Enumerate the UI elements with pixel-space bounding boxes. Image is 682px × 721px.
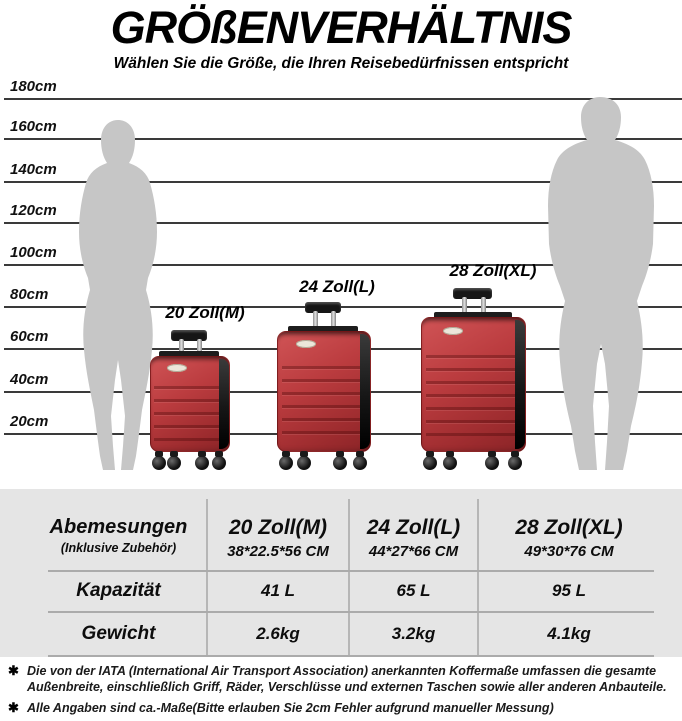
- weight-value-28: 4.1kg: [547, 624, 591, 643]
- shell-grooves: [154, 377, 223, 441]
- column-header-28-zoll: [478, 489, 660, 570]
- suitcase-24-zoll-label: 24 Zoll(L): [299, 277, 375, 296]
- footnote-measurement: [8, 700, 678, 716]
- capacity-value-20: 41 L: [260, 580, 296, 600]
- side-trim: [515, 320, 525, 449]
- ruler-label-120cm: 120cm: [10, 202, 57, 219]
- ruler-label-60cm: 60cm: [10, 328, 49, 345]
- asterisk-icon: ✱: [8, 663, 19, 678]
- row-divider: [48, 655, 654, 657]
- column-header-20-zoll: [207, 489, 349, 570]
- wheel-icon: [279, 456, 293, 470]
- wheel-icon: [485, 456, 499, 470]
- spec-table: [0, 489, 682, 657]
- dimensions-sublabel: (Inklusive Zubehör): [60, 541, 177, 555]
- brand-badge: [296, 340, 316, 348]
- shell-grooves: [426, 346, 517, 436]
- spinner-wheels: [421, 446, 524, 470]
- page-title: GRÖßENVERHÄLTNIS: [110, 2, 572, 53]
- suitcase-28-zoll-label: 28 Zoll(XL): [449, 261, 537, 280]
- weight-value-24: 3.2kg: [391, 624, 436, 643]
- ruler-label-140cm: 140cm: [10, 161, 57, 178]
- spinner-wheels: [150, 446, 228, 470]
- shell-grooves: [282, 357, 363, 438]
- ruler-label-20cm: 20cm: [10, 413, 49, 430]
- page-subtitle: Wählen Sie die Größe, die Ihren Reisebedürfnissen entspricht: [113, 55, 569, 72]
- weight-row-label: Gewicht: [81, 623, 156, 644]
- capacity-row-label: Kapazität: [76, 579, 161, 601]
- trolley-grip: [453, 288, 492, 299]
- wheel-icon: [152, 456, 166, 470]
- footnote-measurement-text: Alle Angaben sind ca.-Maße(Bitte erlauben Sie 2cm Fehler aufgrund manueller Messung): [27, 701, 554, 715]
- column-divider: [477, 499, 479, 655]
- column-header-24-zoll: [349, 489, 478, 570]
- male-silhouette: [528, 97, 672, 470]
- suitcase-20-zoll-label: 20 Zoll(M): [165, 303, 245, 322]
- column-divider: [348, 499, 350, 655]
- dims-20-value: 38*22.5*56 CM: [227, 543, 329, 560]
- size-24-label: 24 Zoll(L): [366, 516, 461, 539]
- side-trim: [219, 359, 229, 449]
- suitcase-shell: [150, 356, 230, 452]
- row-divider: [48, 611, 654, 613]
- spinner-wheels: [277, 446, 369, 470]
- footnote-iata-text: Die von der IATA (International Air Transport Association) anerkannten Koffermaße umfassen die gesamte Außenbreite, einschließlich Griff, Räder, Verschlüsse und externen Taschen sowie aller anderen Anbauteile.: [27, 664, 667, 694]
- weight-value-20: 2.6kg: [256, 624, 300, 643]
- footnotes: [8, 663, 678, 721]
- wheel-icon: [212, 456, 226, 470]
- suitcase-shell: [277, 331, 371, 452]
- ruler-label-160cm: 160cm: [10, 118, 57, 135]
- wheel-icon: [508, 456, 522, 470]
- side-trim: [360, 334, 370, 449]
- wheel-icon: [297, 456, 311, 470]
- wheel-icon: [195, 456, 209, 470]
- row-divider: [48, 570, 654, 572]
- capacity-value-28: 95 L: [551, 580, 587, 600]
- wheel-icon: [333, 456, 347, 470]
- footnote-iata: [8, 663, 678, 695]
- size-20-label: 20 Zoll(M): [229, 516, 327, 539]
- ruler-label-180cm: 180cm: [10, 78, 57, 95]
- wheel-icon: [423, 456, 437, 470]
- ruler-label-40cm: 40cm: [10, 371, 49, 388]
- size-28-label: 28 Zoll(XL): [515, 516, 623, 539]
- wheel-icon: [167, 456, 181, 470]
- asterisk-icon: ✱: [8, 700, 19, 715]
- dims-24-value: 44*27*66 CM: [368, 543, 459, 560]
- ruler-label-100cm: 100cm: [10, 244, 57, 261]
- ruler-label-80cm: 80cm: [10, 286, 49, 303]
- brand-badge: [167, 364, 187, 372]
- dimensions-header-cell: [30, 489, 207, 570]
- wheel-icon: [353, 456, 367, 470]
- dims-28-value: 49*30*76 CM: [524, 543, 614, 560]
- wheel-icon: [443, 456, 457, 470]
- capacity-value-24: 65 L: [396, 580, 431, 600]
- dimensions-label: Abemesungen: [49, 516, 188, 538]
- brand-badge: [443, 327, 463, 335]
- column-divider: [206, 499, 208, 655]
- spec-table-grid: [30, 489, 660, 657]
- suitcase-shell: [421, 317, 526, 452]
